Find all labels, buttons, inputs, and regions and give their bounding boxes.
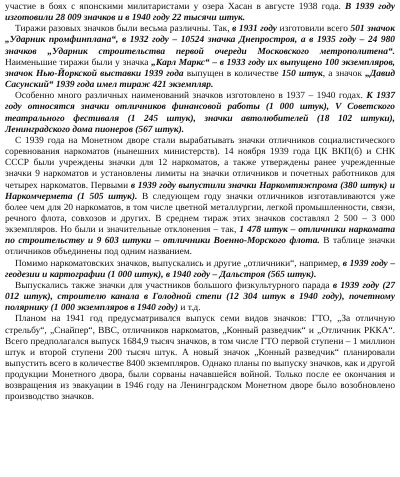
body-text: С 1939 года на Монетном дворе стали вырабатывать значки отличников социалистического соревнования наркоматов (нынешних министерств). 14 ноября 1939 года ЦК ВКП(б) и СНК СССР были учреждены значки для 12 наркоматов, а также утверждены ранее учрежденные значки 9 наркоматов и установлены лимиты на значки отличников и почетных работников для четырех наркоматов. Первыми xyxy=(5,135,395,191)
body-text: Особенно много различных наименований значков изготовлено в 1937 – 1940 годах. xyxy=(15,91,367,102)
paragraph-3 xyxy=(5,91,395,136)
body-text: изготовили всего xyxy=(276,24,351,35)
body-text: Выпускались также значки для участников большого физкультурного парада xyxy=(15,280,333,291)
emphasized-text: В 1939 году изготовили 28 009 значков и в 1940 году 22 тысячи штук. xyxy=(5,2,395,24)
body-text: выпущен в количестве xyxy=(183,68,282,79)
paragraph-5 xyxy=(5,259,395,281)
body-text: и т.д. xyxy=(177,303,201,314)
emphasized-text: „Карл Маркс“ – в 1933 году их выпущено 100 экземпляров, значок Нью-Йоркской выставки 1939 года xyxy=(5,57,396,79)
paragraph-7 xyxy=(5,314,395,403)
paragraph-4 xyxy=(5,136,395,259)
body-text: В таблице значки отличников объединены под одним названием. xyxy=(5,236,395,258)
body-text: , а значок xyxy=(322,68,366,79)
emphasized-text: 1 478 штук – отличники наркомата по строительству и 9 603 штуки – отличники Военно-Морского флота. xyxy=(5,225,396,247)
paragraph-1 xyxy=(5,2,395,24)
emphasized-text: в 1931 году xyxy=(232,24,277,35)
emphasized-text: К 1937 году относятся значки отличников финансовой работы (1 000 штук), V Советского театрального фестиваля (1 245 штук), значки автолюбителей (18 102 штуки), Ленинградского дома пионеров (567 штук). xyxy=(5,91,396,135)
body-text: Помимо наркоматовских значков, выпускались и другие „отличники“, например, xyxy=(15,258,343,269)
emphasized-text: в 1939 году – геодезии и картографии (1 000 штук), в 1940 году – Дальстроя (565 штук). xyxy=(5,258,396,280)
body-text: Наименьшие тиражи были у значка xyxy=(5,57,152,68)
body-text: Тиражи разовых значков были весьма различны. Так, xyxy=(15,24,233,35)
emphasized-text: в 1939 году выпустили значки Наркомтяжпрома (380 штук) и Наркомчермета (1 505 штук). xyxy=(5,180,396,202)
paragraph-6 xyxy=(5,281,395,314)
emphasized-text: в 1939 году (27 012 штук), строителю канала в Голодной степи (12 304 штук в 1940 году), почетному полярнику (1 000 экземпляров в 1940 году) xyxy=(5,280,396,314)
body-text: Планом на 1941 год предусматривался выпуск семи видов значков: ГТО, „За отличную стрельбу“, „Снайпер“, ВВС, отличников наркоматов, „Конный разведчик“ и „Отличник РККА“. Всего предполагался выпуск 1684,9 тысяч значков, в том числе ГТО первой ступени – 1 миллион штук и второй ступени 200 тысяч штук. А новый значок „Конный разведчик“ планировали выпустить всего в количестве 8400 экземпляров. Однако планы по выпуску значков, как и другой продукции Монетного двора, были сорваны начавшейся войной. Только после ее окончания и возвращения из эвакуации в 1946 году на Ленинградском Монетном дворе было возобновлено производство значков. xyxy=(5,314,395,403)
paragraph-2 xyxy=(5,24,395,91)
body-text: участие в боях с японскими милитаристами у озера Хасан в августе 1938 года. xyxy=(5,2,346,12)
emphasized-text: „Давид Сасунский“ 1939 года имел тираж 421 экземпляр. xyxy=(5,68,396,91)
emphasized-text: 150 штук xyxy=(281,68,323,79)
body-text: В следующем году значки отличников изготавливаются уже более чем для 20 наркоматов, в том числе цветной металлургии, легкой промышленности, связи, речного флота, совхозов и других. В среднем тираж этих значков составлял 2 500 – 3 000 экземпляров. Но были и значительные отклонения – так, xyxy=(5,191,395,236)
emphasized-text: 501 значок „Ударник промфинплана“, в 1932 году – 10524 значка Днепростроя, а в 1935 году – 24 980 значков „Ударник строительства первой очереди Московского метрополитена“. xyxy=(5,24,395,57)
